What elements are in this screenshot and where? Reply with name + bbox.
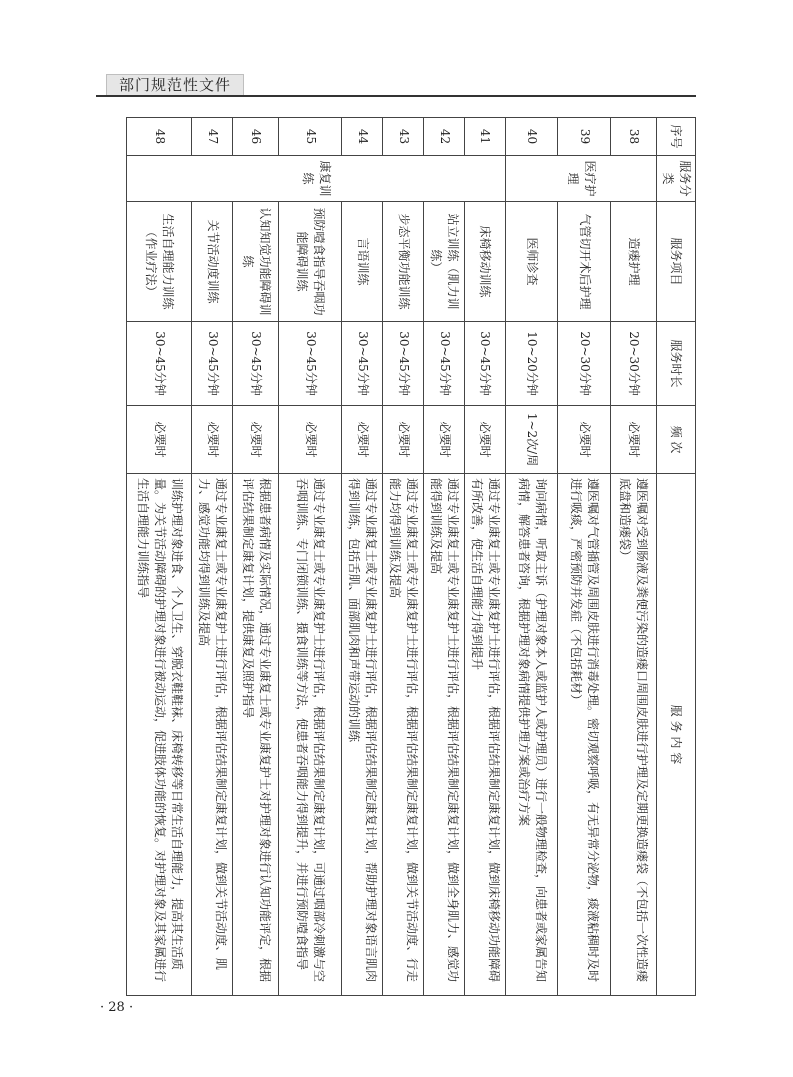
cell-duration: 30~45分钟 [383,322,424,406]
cell-content: 通过专业康复士或专业康复护士进行评估，根据评估结果制定康复计划，做到床椅移动功能障碍有所改善，使生活自理能力得到提升 [464,474,505,996]
cell-item: 生活自理能力训练（作业疗法） [127,202,192,322]
table-row [127,118,192,996]
document-header [96,72,696,96]
cell-frequency: 必要时 [192,406,233,474]
cell-no: 40 [505,118,557,156]
table-row [505,118,557,996]
cell-frequency: 必要时 [127,406,192,474]
cell-frequency: 必要时 [342,406,383,474]
cell-frequency: 必要时 [558,406,610,474]
header-content: 服 务 内 容 [657,474,696,996]
table-row [424,118,465,996]
cell-no: 47 [192,118,233,156]
cell-item: 关节活动度训练 [192,202,233,322]
cell-item: 床椅移动训练 [464,202,505,322]
service-table [126,117,696,996]
cell-content: 通过专业康复士或专业康复护士进行评估，根据评估结果制定康复计划，做到关节活动度、肌力、感觉功能均得到训练及提高 [192,474,233,996]
service-table-rotated [126,117,696,995]
cell-no: 42 [424,118,465,156]
cell-duration: 30~45分钟 [127,322,192,406]
cell-content: 遵医嘱对受到肠液及粪便污染的造瘘口周围皮肤进行护理及定期更换造瘘袋（不包括一次性造瘘底盘和造瘘袋） [610,474,656,996]
header-rule [96,95,696,97]
cell-content: 通过专业康复士或专业康复护士进行评估，根据评估结果制定康复计划，可通过咽部冷刺激与空吞咽训练、专门闭锁训练、摄食训练等方法，使患者吞咽能力得到提升，并进行预防噎食指导 [279,474,342,996]
table-row [383,118,424,996]
cell-duration: 30~45分钟 [464,322,505,406]
cell-content: 通过专业康复士或专业康复护士进行评估，根据评估结果制定康复计划，帮助护理对象语言肌肉得到训练，包括舌肌、面部肌肉和声带运动的训练 [342,474,383,996]
table-row [558,118,610,996]
cell-item: 站立训练（肌力训练） [424,202,465,322]
cell-frequency: 必要时 [383,406,424,474]
cell-no: 41 [464,118,505,156]
cell-duration: 20~30分钟 [610,322,656,406]
cell-content: 训练护理对象进食、个人卫生、穿脱衣鞋鞋袜、床椅转移等日常生活自理能力，提高其生活质量。为关节活动障碍的护理对象进行被动运动，促进肢体功能的恢复。对护理对象及其家属进行生活自理能力训练指导 [127,474,192,996]
cell-frequency: 必要时 [279,406,342,474]
header-duration: 服务时长 [657,322,696,406]
cell-frequency: 必要时 [424,406,465,474]
cell-duration: 30~45分钟 [424,322,465,406]
cell-item: 医师诊查 [505,202,557,322]
header-category: 服务分类 [657,156,696,202]
cell-no: 38 [610,118,656,156]
cell-no: 44 [342,118,383,156]
cell-content: 遵医嘱对气管插管及周围皮肤进行消毒处理。密切观察呼吸，有无异常分泌物，痰液粘稠时及时进行吸痰，严密预防并发症（不包括耗材） [558,474,610,996]
cell-item: 预防噎食指导吞咽功能障碍训练 [279,202,342,322]
cell-item: 认知知觉功能障碍训练 [233,202,279,322]
cell-no: 46 [233,118,279,156]
cell-category: 医疗护理 [505,156,656,202]
table-row [464,118,505,996]
cell-content: 通过专业康复士或专业康复护士进行评估，根据评估结果制定康复计划，做到关节活动度、行走能力均得到训练及提高 [383,474,424,996]
cell-frequency: 1~2次/周 [505,406,557,474]
cell-frequency: 必要时 [464,406,505,474]
cell-no: 45 [279,118,342,156]
cell-no: 48 [127,118,192,156]
cell-category: 康复训练 [127,156,506,202]
cell-frequency: 必要时 [610,406,656,474]
header-item: 服务项目 [657,202,696,322]
cell-frequency: 必要时 [233,406,279,474]
header-no: 序号 [657,118,696,156]
table-row [610,118,656,996]
cell-duration: 20~30分钟 [558,322,610,406]
cell-no: 43 [383,118,424,156]
cell-duration: 30~45分钟 [342,322,383,406]
cell-content: 通过专业康复士或专业康复护士进行评估，根据评估结果制定康复计划，做到全身肌力、感觉功能得到训练及提高 [424,474,465,996]
table-row [233,118,279,996]
table-row [192,118,233,996]
page-number: · 28 · [100,1000,134,1015]
header-title: 部门规范性文件 [106,74,244,96]
cell-duration: 10~20分钟 [505,322,557,406]
cell-item: 步态平衡功能训练 [383,202,424,322]
cell-no: 39 [558,118,610,156]
table-row [279,118,342,996]
cell-duration: 30~45分钟 [192,322,233,406]
table-header-row [657,118,696,996]
cell-item: 造瘘护理 [610,202,656,322]
cell-item: 言语训练 [342,202,383,322]
header-frequency: 频 次 [657,406,696,474]
table-row [342,118,383,996]
cell-content: 根据患者病情及实际情况，通过专业康复士或专业康复护士对护理对象进行认知功能评定，根据评估结果制定康复计划，提供康复及照护指导 [233,474,279,996]
cell-duration: 30~45分钟 [279,322,342,406]
cell-item: 气管切开术后护理 [558,202,610,322]
cell-duration: 30~45分钟 [233,322,279,406]
cell-content: 询问病情，听取主诉（护理对象本人或监护人或护理员）进行一般物理检查，向患者或家属告知病情，解答患者咨询，根据护理对象病情提供护理方案或治疗方案 [505,474,557,996]
